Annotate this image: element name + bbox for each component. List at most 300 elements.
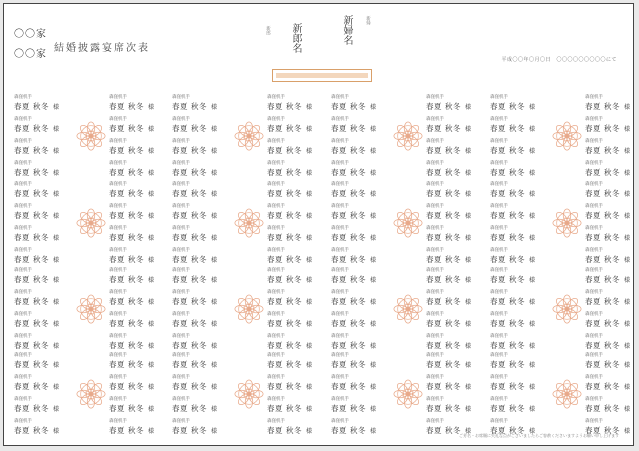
guest-name: 春夏 秋冬 様 xyxy=(490,341,536,350)
guest-seat xyxy=(172,352,222,374)
guest-name: 春夏 秋冬 様 xyxy=(585,124,631,133)
guest-title: 森窪机手 xyxy=(172,353,190,358)
guest-seat xyxy=(172,247,222,269)
guest-seat xyxy=(267,116,317,138)
guest-name: 春夏 秋冬 様 xyxy=(331,341,377,350)
guest-seat xyxy=(490,225,540,247)
guest-seat xyxy=(14,352,64,374)
guest-seat xyxy=(109,203,159,225)
guest-seat xyxy=(14,311,64,333)
guest-seat xyxy=(331,396,381,418)
guest-seat xyxy=(109,247,159,269)
guest-name: 春夏 秋冬 様 xyxy=(109,297,155,306)
guest-name: 春夏 秋冬 様 xyxy=(426,102,472,111)
guest-name: 春夏 秋冬 様 xyxy=(267,233,313,242)
guest-seat xyxy=(267,311,317,333)
guest-seat xyxy=(331,160,381,182)
guest-name: 春夏 秋冬 様 xyxy=(172,426,218,435)
guest-name: 春夏 秋冬 様 xyxy=(267,360,313,369)
guest-seat xyxy=(109,267,159,289)
guest-seat xyxy=(585,374,635,396)
guest-name: 春夏 秋冬 様 xyxy=(426,426,472,435)
guest-seat xyxy=(490,396,540,418)
guest-title: 森窪机手 xyxy=(490,248,508,253)
guest-name: 春夏 秋冬 様 xyxy=(267,102,313,111)
guest-seat xyxy=(267,160,317,182)
flower-ornament-icon xyxy=(393,294,423,324)
guest-name: 春夏 秋冬 様 xyxy=(267,426,313,435)
guest-title: 森窪机手 xyxy=(267,226,285,231)
flower-ornament-icon xyxy=(76,121,106,151)
guest-seat xyxy=(585,396,635,418)
guest-title: 森窪机手 xyxy=(585,226,603,231)
guest-title: 森窪机手 xyxy=(14,95,32,100)
guest-title: 森窪机手 xyxy=(585,312,603,317)
flower-ornament-icon xyxy=(234,379,264,409)
guest-name: 春夏 秋冬 様 xyxy=(267,404,313,413)
flower-ornament-icon xyxy=(76,294,106,324)
guest-name: 春夏 秋冬 様 xyxy=(14,360,60,369)
flower-ornament-icon xyxy=(234,294,264,324)
guest-name: 春夏 秋冬 様 xyxy=(585,341,631,350)
guest-title: 森窪机手 xyxy=(172,290,190,295)
guest-seat xyxy=(172,138,222,160)
guest-title: 森窪机手 xyxy=(585,334,603,339)
flower-ornament-icon xyxy=(552,294,582,324)
guest-seat xyxy=(585,311,635,333)
guest-title: 森窪机手 xyxy=(426,182,444,187)
guest-name: 春夏 秋冬 様 xyxy=(14,146,60,155)
bride-caption: 新婦 xyxy=(365,16,371,25)
guest-name: 春夏 秋冬 様 xyxy=(109,168,155,177)
guest-seat xyxy=(585,138,635,160)
guest-title: 森窪机手 xyxy=(109,375,127,380)
guest-name: 春夏 秋冬 様 xyxy=(426,124,472,133)
guest-title: 森窪机手 xyxy=(14,334,32,339)
guest-title: 森窪机手 xyxy=(585,290,603,295)
flower-ornament-icon xyxy=(393,121,423,151)
guest-seat xyxy=(267,289,317,311)
guest-seat xyxy=(426,352,476,374)
guest-title: 森窪机手 xyxy=(172,419,190,424)
guest-title: 森窪机手 xyxy=(331,248,349,253)
guest-seat xyxy=(109,374,159,396)
guest-seat xyxy=(267,138,317,160)
guest-table xyxy=(331,94,486,178)
guest-name: 春夏 秋冬 様 xyxy=(267,189,313,198)
flower-ornament-icon xyxy=(76,379,106,409)
guest-seat xyxy=(14,225,64,247)
guest-title: 森窪机手 xyxy=(585,397,603,402)
guest-name: 春夏 秋冬 様 xyxy=(585,146,631,155)
guest-title: 森窪机手 xyxy=(109,248,127,253)
guest-seat xyxy=(426,116,476,138)
guest-seat xyxy=(172,396,222,418)
guest-title: 森窪机手 xyxy=(331,95,349,100)
guest-title: 森窪机手 xyxy=(14,353,32,358)
guest-name: 春夏 秋冬 様 xyxy=(426,211,472,220)
guest-seat xyxy=(585,247,635,269)
guest-seat xyxy=(267,418,317,440)
guest-title: 森窪机手 xyxy=(331,312,349,317)
guest-name: 春夏 秋冬 様 xyxy=(426,255,472,264)
guest-title: 森窪机手 xyxy=(14,268,32,273)
guest-seat xyxy=(426,247,476,269)
guest-seat xyxy=(14,374,64,396)
guest-title: 森窪机手 xyxy=(109,226,127,231)
guest-seat xyxy=(331,267,381,289)
guest-name: 春夏 秋冬 様 xyxy=(585,382,631,391)
guest-name: 春夏 秋冬 様 xyxy=(331,211,377,220)
guest-seat xyxy=(109,311,159,333)
guest-name: 春夏 秋冬 様 xyxy=(426,233,472,242)
guest-name: 春夏 秋冬 様 xyxy=(331,233,377,242)
guest-title: 森窪机手 xyxy=(331,182,349,187)
guest-seat xyxy=(331,289,381,311)
guest-name: 春夏 秋冬 様 xyxy=(109,360,155,369)
guest-name: 春夏 秋冬 様 xyxy=(331,189,377,198)
guest-name: 春夏 秋冬 様 xyxy=(109,189,155,198)
guest-name: 春夏 秋冬 様 xyxy=(109,124,155,133)
guest-name: 春夏 秋冬 様 xyxy=(490,426,536,435)
guest-title: 森窪机手 xyxy=(585,182,603,187)
guest-title: 森窪机手 xyxy=(585,139,603,144)
guest-seat xyxy=(14,418,64,440)
guest-title: 森窪机手 xyxy=(490,334,508,339)
guest-seat xyxy=(267,352,317,374)
guest-name: 春夏 秋冬 様 xyxy=(14,102,60,111)
guest-table xyxy=(331,181,486,265)
guest-seat xyxy=(267,181,317,203)
guest-name: 春夏 秋冬 様 xyxy=(14,426,60,435)
guest-name: 春夏 秋冬 様 xyxy=(426,168,472,177)
guest-seat xyxy=(426,225,476,247)
guest-name: 春夏 秋冬 様 xyxy=(490,255,536,264)
guest-seat xyxy=(490,116,540,138)
guest-seat xyxy=(109,418,159,440)
guest-name: 春夏 秋冬 様 xyxy=(585,297,631,306)
guest-name: 春夏 秋冬 様 xyxy=(490,146,536,155)
guest-name: 春夏 秋冬 様 xyxy=(172,102,218,111)
guest-title: 森窪机手 xyxy=(426,397,444,402)
guest-name: 春夏 秋冬 様 xyxy=(331,297,377,306)
guest-title: 森窪机手 xyxy=(109,204,127,209)
guest-name: 春夏 秋冬 様 xyxy=(331,275,377,284)
guest-title: 森窪机手 xyxy=(331,117,349,122)
guest-name: 春夏 秋冬 様 xyxy=(585,360,631,369)
guest-title: 森窪机手 xyxy=(426,117,444,122)
guest-title: 森窪机手 xyxy=(109,268,127,273)
guest-name: 春夏 秋冬 様 xyxy=(585,168,631,177)
guest-seat xyxy=(331,225,381,247)
guest-table xyxy=(172,267,327,351)
guest-title: 森窪机手 xyxy=(490,397,508,402)
guest-seat xyxy=(426,138,476,160)
date-venue-line: 平成〇〇年〇月〇日 〇〇〇〇〇〇〇〇〇にて xyxy=(501,57,617,63)
guest-title: 森窪机手 xyxy=(585,248,603,253)
guest-name: 春夏 秋冬 様 xyxy=(267,146,313,155)
bride-name: 新婦名 xyxy=(341,15,352,45)
guest-name: 春夏 秋冬 様 xyxy=(172,255,218,264)
guest-seat xyxy=(267,267,317,289)
guest-name: 春夏 秋冬 様 xyxy=(331,168,377,177)
guest-seat xyxy=(109,225,159,247)
guest-table xyxy=(490,181,639,265)
guest-name: 春夏 秋冬 様 xyxy=(172,275,218,284)
guest-name: 春夏 秋冬 様 xyxy=(14,255,60,264)
guest-name: 春夏 秋冬 様 xyxy=(267,382,313,391)
guest-name: 春夏 秋冬 様 xyxy=(490,404,536,413)
guest-name: 春夏 秋冬 様 xyxy=(426,404,472,413)
guest-title: 森窪机手 xyxy=(267,248,285,253)
guest-name: 春夏 秋冬 様 xyxy=(109,426,155,435)
guest-title: 森窪机手 xyxy=(109,353,127,358)
guest-table xyxy=(14,94,169,178)
guest-title: 森窪机手 xyxy=(267,353,285,358)
guest-title: 森窪机手 xyxy=(585,419,603,424)
groom-family-name: 〇〇家 xyxy=(14,29,47,40)
guest-name: 春夏 秋冬 様 xyxy=(109,319,155,328)
guest-name: 春夏 秋冬 様 xyxy=(585,255,631,264)
guest-title: 森窪机手 xyxy=(490,117,508,122)
guest-table xyxy=(331,352,486,436)
guest-name: 春夏 秋冬 様 xyxy=(14,341,60,350)
guest-seat xyxy=(490,94,540,116)
guest-title: 森窪机手 xyxy=(426,248,444,253)
head-table-plate xyxy=(272,69,372,82)
guest-seat xyxy=(426,374,476,396)
guest-title: 森窪机手 xyxy=(14,226,32,231)
flower-ornament-icon xyxy=(234,121,264,151)
guest-title: 森窪机手 xyxy=(490,226,508,231)
guest-title: 森窪机手 xyxy=(331,290,349,295)
guest-name: 春夏 秋冬 様 xyxy=(585,233,631,242)
guest-seat xyxy=(490,267,540,289)
guest-title: 森窪机手 xyxy=(585,95,603,100)
guest-seat xyxy=(331,181,381,203)
guest-title: 森窪机手 xyxy=(331,268,349,273)
guest-name: 春夏 秋冬 様 xyxy=(426,189,472,198)
guest-name: 春夏 秋冬 様 xyxy=(426,341,472,350)
guest-seat xyxy=(14,94,64,116)
guest-title: 森窪机手 xyxy=(490,419,508,424)
guest-name: 春夏 秋冬 様 xyxy=(331,404,377,413)
guest-name: 春夏 秋冬 様 xyxy=(585,275,631,284)
guest-name: 春夏 秋冬 様 xyxy=(109,233,155,242)
guest-title: 森窪机手 xyxy=(267,95,285,100)
guest-seat xyxy=(172,311,222,333)
guest-name: 春夏 秋冬 様 xyxy=(172,382,218,391)
guest-name: 春夏 秋冬 様 xyxy=(585,102,631,111)
guest-name: 春夏 秋冬 様 xyxy=(267,211,313,220)
guest-title: 森窪机手 xyxy=(267,182,285,187)
guest-title: 森窪机手 xyxy=(490,95,508,100)
guest-title: 森窪机手 xyxy=(426,139,444,144)
guest-seat xyxy=(172,374,222,396)
guest-title: 森窪机手 xyxy=(490,312,508,317)
guest-seat xyxy=(490,203,540,225)
guest-title: 森窪机手 xyxy=(172,334,190,339)
groom-name: 新郎名 xyxy=(290,23,301,53)
guest-name: 春夏 秋冬 様 xyxy=(490,189,536,198)
flower-ornament-icon xyxy=(552,379,582,409)
guest-name: 春夏 秋冬 様 xyxy=(14,211,60,220)
guest-name: 春夏 秋冬 様 xyxy=(490,319,536,328)
guest-name: 春夏 秋冬 様 xyxy=(172,189,218,198)
guest-title: 森窪机手 xyxy=(426,334,444,339)
guest-name: 春夏 秋冬 様 xyxy=(267,275,313,284)
guest-seat xyxy=(585,352,635,374)
guest-seat xyxy=(172,203,222,225)
guest-seat xyxy=(267,225,317,247)
flower-ornament-icon xyxy=(234,208,264,238)
guest-title: 森窪机手 xyxy=(585,117,603,122)
guest-seat xyxy=(490,181,540,203)
guest-table xyxy=(490,267,639,351)
guest-title: 森窪机手 xyxy=(426,375,444,380)
guest-title: 森窪机手 xyxy=(14,117,32,122)
flower-ornament-icon xyxy=(393,208,423,238)
page-title: 結婚披露宴席次表 xyxy=(54,43,150,54)
guest-name: 春夏 秋冬 様 xyxy=(109,102,155,111)
guest-seat xyxy=(585,203,635,225)
guest-name: 春夏 秋冬 様 xyxy=(585,211,631,220)
guest-title: 森窪机手 xyxy=(172,182,190,187)
bride-family-name: 〇〇家 xyxy=(14,49,47,60)
guest-title: 森窪机手 xyxy=(172,268,190,273)
guest-seat xyxy=(331,352,381,374)
guest-title: 森窪机手 xyxy=(109,290,127,295)
guest-seat xyxy=(585,160,635,182)
guest-title: 森窪机手 xyxy=(490,139,508,144)
guest-name: 春夏 秋冬 様 xyxy=(267,168,313,177)
guest-seat xyxy=(267,247,317,269)
guest-name: 春夏 秋冬 様 xyxy=(426,319,472,328)
guest-seat xyxy=(331,116,381,138)
guest-title: 森窪机手 xyxy=(331,334,349,339)
flower-ornament-icon xyxy=(552,121,582,151)
guest-title: 森窪机手 xyxy=(172,204,190,209)
guest-seat xyxy=(14,289,64,311)
guest-seat xyxy=(14,247,64,269)
guest-title: 森窪机手 xyxy=(172,139,190,144)
guest-name: 春夏 秋冬 様 xyxy=(172,146,218,155)
guest-seat xyxy=(172,94,222,116)
guest-seat xyxy=(585,94,635,116)
guest-name: 春夏 秋冬 様 xyxy=(490,211,536,220)
guest-title: 森窪机手 xyxy=(426,95,444,100)
guest-seat xyxy=(331,247,381,269)
guest-name: 春夏 秋冬 様 xyxy=(426,297,472,306)
guest-name: 春夏 秋冬 様 xyxy=(109,382,155,391)
guest-seat xyxy=(490,160,540,182)
guest-title: 森窪机手 xyxy=(172,161,190,166)
guest-title: 森窪机手 xyxy=(267,375,285,380)
guest-title: 森窪机手 xyxy=(267,397,285,402)
guest-name: 春夏 秋冬 様 xyxy=(426,275,472,284)
guest-name: 春夏 秋冬 様 xyxy=(267,341,313,350)
guest-title: 森窪机手 xyxy=(172,226,190,231)
guest-name: 春夏 秋冬 様 xyxy=(331,319,377,328)
groom-caption: 新郎 xyxy=(265,26,271,35)
guest-seat xyxy=(426,160,476,182)
guest-title: 森窪机手 xyxy=(14,248,32,253)
guest-seat xyxy=(585,181,635,203)
guest-title: 森窪机手 xyxy=(14,375,32,380)
guest-title: 森窪机手 xyxy=(331,161,349,166)
guest-title: 森窪机手 xyxy=(109,139,127,144)
guest-seat xyxy=(331,94,381,116)
guest-title: 森窪机手 xyxy=(14,182,32,187)
guest-name: 春夏 秋冬 様 xyxy=(490,168,536,177)
guest-title: 森窪机手 xyxy=(14,312,32,317)
guest-name: 春夏 秋冬 様 xyxy=(426,382,472,391)
guest-title: 森窪机手 xyxy=(267,268,285,273)
guest-name: 春夏 秋冬 様 xyxy=(14,297,60,306)
guest-seat xyxy=(426,267,476,289)
guest-table xyxy=(14,352,169,436)
guest-title: 森窪机手 xyxy=(267,312,285,317)
guest-title: 森窪机手 xyxy=(426,226,444,231)
guest-title: 森窪机手 xyxy=(172,95,190,100)
guest-name: 春夏 秋冬 様 xyxy=(14,319,60,328)
guest-name: 春夏 秋冬 様 xyxy=(109,341,155,350)
flower-ornament-icon xyxy=(552,208,582,238)
guest-name: 春夏 秋冬 様 xyxy=(331,382,377,391)
guest-seat xyxy=(490,247,540,269)
guest-seat xyxy=(172,418,222,440)
guest-seat xyxy=(585,116,635,138)
guest-seat xyxy=(585,267,635,289)
guest-table xyxy=(14,267,169,351)
guest-name: 春夏 秋冬 様 xyxy=(109,146,155,155)
guest-name: 春夏 秋冬 様 xyxy=(14,189,60,198)
guest-name: 春夏 秋冬 様 xyxy=(331,255,377,264)
guest-seat xyxy=(172,267,222,289)
guest-seat xyxy=(14,181,64,203)
guest-seat xyxy=(109,160,159,182)
guest-title: 森窪机手 xyxy=(585,204,603,209)
guest-seat xyxy=(585,289,635,311)
guest-name: 春夏 秋冬 様 xyxy=(585,426,631,435)
guest-seat xyxy=(109,396,159,418)
guest-title: 森窪机手 xyxy=(490,375,508,380)
guest-title: 森窪机手 xyxy=(172,117,190,122)
guest-table xyxy=(490,94,639,178)
guest-title: 森窪机手 xyxy=(109,95,127,100)
guest-name: 春夏 秋冬 様 xyxy=(490,382,536,391)
guest-name: 春夏 秋冬 様 xyxy=(490,233,536,242)
guest-name: 春夏 秋冬 様 xyxy=(14,404,60,413)
guest-seat xyxy=(14,267,64,289)
guest-name: 春夏 秋冬 様 xyxy=(267,124,313,133)
guest-seat xyxy=(14,160,64,182)
guest-title: 森窪机手 xyxy=(109,161,127,166)
guest-title: 森窪机手 xyxy=(585,268,603,273)
guest-title: 森窪机手 xyxy=(109,397,127,402)
guest-seat xyxy=(267,396,317,418)
guest-name: 春夏 秋冬 様 xyxy=(109,404,155,413)
guest-seat xyxy=(490,138,540,160)
guest-table xyxy=(490,352,639,436)
guest-seat xyxy=(490,352,540,374)
guest-title: 森窪机手 xyxy=(172,397,190,402)
flower-ornament-icon xyxy=(393,379,423,409)
guest-title: 森窪机手 xyxy=(267,204,285,209)
guest-title: 森窪机手 xyxy=(14,139,32,144)
guest-table xyxy=(172,181,327,265)
guest-table xyxy=(331,267,486,351)
